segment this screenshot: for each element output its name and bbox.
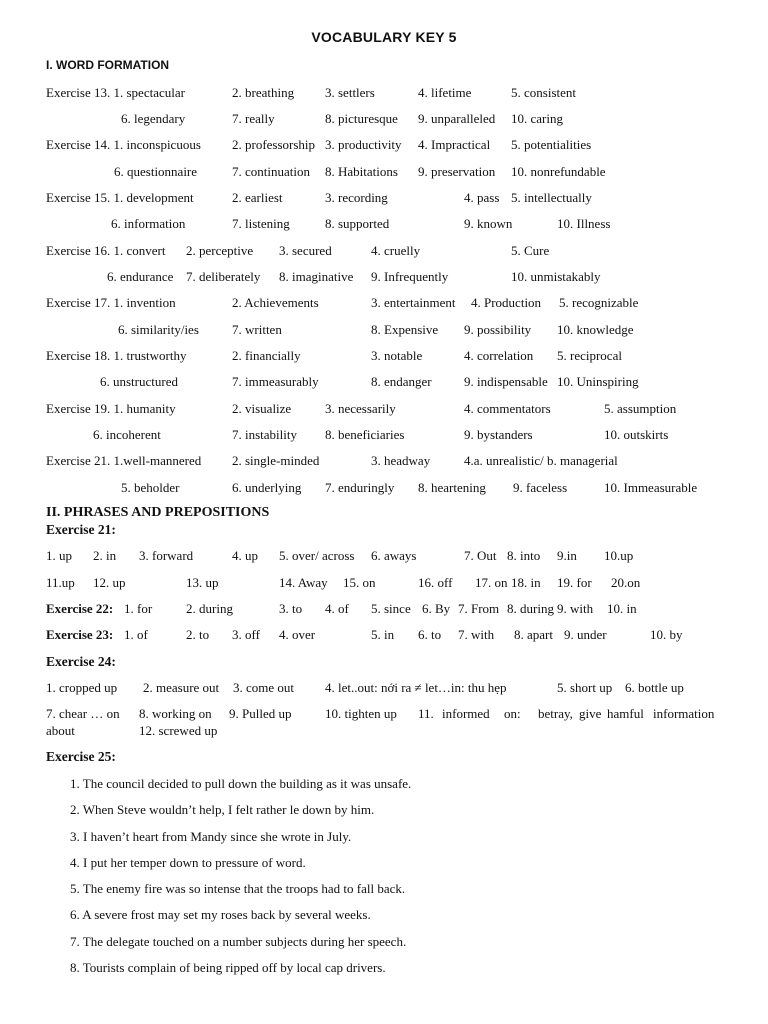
answer-cell: 3. forward [139, 548, 194, 563]
answer-cell: 4.a. unrealistic/ b. managerial [464, 453, 618, 468]
answer-cell: Exercise 21. 1.well-mannered [46, 453, 202, 468]
exercise-22-row [0, 601, 768, 619]
answer-cell: 8. Expensive [371, 322, 439, 337]
answer-cell: Exercise 16. 1. convert [46, 243, 166, 258]
answer-cell: 6. unstructured [100, 374, 178, 389]
answer-cell: 2. in [93, 548, 117, 563]
exercise-23-label: Exercise 23: [46, 627, 114, 642]
answer-cell: 9. with [557, 601, 594, 616]
answer-cell: 18. in [511, 575, 541, 590]
answer-cell: 9. unparalleled [418, 111, 496, 126]
answer-cell: 2. perceptive [186, 243, 254, 258]
section-heading-word-formation: I. WORD FORMATION [46, 58, 170, 72]
word-formation-row [0, 374, 768, 392]
answer-cell: 10. nonrefundable [511, 164, 606, 179]
answer-cell: 15. on [343, 575, 376, 590]
answer-cell: 2. visualize [232, 401, 292, 416]
answer-cell: 6. questionnaire [114, 164, 198, 179]
answer-cell: 7. enduringly [325, 480, 395, 495]
answer-cell: 7. chear … on [46, 706, 120, 721]
answer-cell: 10. tighten up [325, 706, 397, 721]
answer-cell: 9. preservation [418, 164, 496, 179]
answer-cell: 5. intellectually [511, 190, 592, 205]
word-formation-row [0, 85, 768, 103]
answer-cell: 5. since [371, 601, 411, 616]
answer-cell: 13. up [186, 575, 219, 590]
sentence: 3. I haven’t heart from Mandy since she wrote in July. [70, 829, 352, 844]
word-formation-row [0, 401, 768, 419]
answer-cell: 9. under [564, 627, 607, 642]
sentence: 1. The council decided to pull down the building as it was unsafe. [70, 776, 412, 791]
answer-cell: 8. working on [139, 706, 212, 721]
answer-cell: 10. unmistakably [511, 269, 601, 284]
word-formation-row [0, 348, 768, 366]
answer-cell: 3. off [232, 627, 260, 642]
answer-cell: 3. entertainment [371, 295, 456, 310]
answer-cell: 2. breathing [232, 85, 295, 100]
answer-cell: 3. necessarily [325, 401, 396, 416]
answer-cell: 6. similarity/ies [118, 322, 199, 337]
answer-cell: 10. outskirts [604, 427, 669, 442]
answer-cell: 10. knowledge [557, 322, 634, 337]
answer-cell: 5. short up [557, 680, 613, 695]
answer-cell: Exercise 19. 1. humanity [46, 401, 176, 416]
word-formation-row [0, 453, 768, 471]
answer-cell: 3. notable [371, 348, 423, 363]
answer-cell: 4. up [232, 548, 258, 563]
answer-cell: 8. beneficiaries [325, 427, 405, 442]
answer-cell: 20.on [611, 575, 641, 590]
answer-cell: information [653, 706, 715, 721]
answer-cell: 7. continuation [232, 164, 310, 179]
word-formation-row [0, 190, 768, 208]
word-formation-row [0, 111, 768, 129]
word-formation-row [0, 269, 768, 287]
answer-cell: 5. assumption [604, 401, 677, 416]
answer-cell: 5. over/ across [279, 548, 355, 563]
answer-cell: 7. instability [232, 427, 297, 442]
word-formation-row [0, 427, 768, 445]
answer-cell: 5. potentialities [511, 137, 592, 152]
answer-cell: about [46, 723, 75, 738]
exercise-24-row [0, 723, 768, 741]
answer-cell: 9. bystanders [464, 427, 533, 442]
answer-cell: Exercise 17. 1. invention [46, 295, 176, 310]
exercise-21-row [0, 548, 768, 566]
answer-cell: 3. productivity [325, 137, 402, 152]
answer-cell: 2. Achievements [232, 295, 319, 310]
answer-cell: 12. up [93, 575, 126, 590]
exercise-24-row [0, 706, 768, 724]
answer-cell: 2. earliest [232, 190, 283, 205]
answer-cell: 10. Uninspiring [557, 374, 639, 389]
answer-cell: 9. Pulled up [229, 706, 292, 721]
answer-cell: 10. in [607, 601, 637, 616]
answer-cell: 8. during [507, 601, 554, 616]
answer-cell: 1. cropped up [46, 680, 118, 695]
answer-cell: 2. professorship [232, 137, 316, 152]
word-formation-row [0, 295, 768, 313]
answer-cell: 9.in [557, 548, 577, 563]
answer-cell: 8. into [507, 548, 541, 563]
word-formation-row [0, 216, 768, 234]
answer-cell: 4. lifetime [418, 85, 472, 100]
answer-cell: 4. pass [464, 190, 500, 205]
answer-cell: 7. with [458, 627, 495, 642]
answer-cell: 6. legendary [121, 111, 186, 126]
answer-cell: 10. caring [511, 111, 563, 126]
answer-cell: 3. recording [325, 190, 388, 205]
answer-cell: 6. bottle up [625, 680, 684, 695]
answer-cell: 8. endanger [371, 374, 432, 389]
answer-cell: 7. Out [464, 548, 497, 563]
answer-cell: 11.up [46, 575, 75, 590]
answer-cell: 10. by [650, 627, 683, 642]
word-formation-row [0, 164, 768, 182]
answer-cell: 3. secured [279, 243, 332, 258]
answer-cell: 5. consistent [511, 85, 576, 100]
answer-cell: 10.up [604, 548, 634, 563]
answer-cell: 4. Impractical [418, 137, 491, 152]
answer-cell: 9. Infrequently [371, 269, 449, 284]
answer-cell: 6. underlying [232, 480, 302, 495]
answer-cell: 6. incoherent [93, 427, 161, 442]
exercise-21-row [0, 575, 768, 593]
answer-cell: 5. reciprocal [557, 348, 622, 363]
sentence: 6. A severe frost may set my roses back by several weeks. [70, 907, 371, 922]
exercise-22-label: Exercise 22: [46, 601, 114, 616]
answer-cell: 10. Immeasurable [604, 480, 698, 495]
answer-cell: on: [504, 706, 521, 721]
answer-cell: Exercise 13. 1. spectacular [46, 85, 185, 100]
answer-cell: 8. Habitations [325, 164, 398, 179]
answer-cell: 1. for [124, 601, 153, 616]
answer-cell: 14. Away [279, 575, 328, 590]
answer-cell: 3. settlers [325, 85, 375, 100]
answer-cell: 9. known [464, 216, 513, 231]
answer-cell: 6. By [422, 601, 451, 616]
answer-cell: 8. heartening [418, 480, 486, 495]
answer-cell: betray, [538, 706, 573, 721]
exercise-25-label: Exercise 25: [46, 749, 116, 764]
answer-cell: 16. off [418, 575, 453, 590]
answer-cell: 11. [418, 706, 434, 721]
answer-cell: 8. picturesque [325, 111, 398, 126]
word-formation-row [0, 137, 768, 155]
answer-cell: 9. indispensable [464, 374, 548, 389]
word-formation-row [0, 322, 768, 340]
answer-cell: Exercise 14. 1. inconspicuous [46, 137, 201, 152]
answer-cell: 5. in [371, 627, 395, 642]
answer-cell: 2. during [186, 601, 233, 616]
answer-cell: 4. let..out: nới ra ≠ let…in: thu hẹp [325, 680, 507, 695]
exercise-23-row [0, 627, 768, 645]
answer-cell: give [579, 706, 602, 721]
answer-cell: 8. apart [514, 627, 553, 642]
sentence: 7. The delegate touched on a number subjects during her speech. [70, 934, 407, 949]
page-title: VOCABULARY KEY 5 [311, 29, 457, 45]
answer-cell: 7. listening [232, 216, 290, 231]
answer-cell: 5. recognizable [559, 295, 639, 310]
sentence: 5. The enemy fire was so intense that the troops had to fall back. [70, 881, 406, 896]
answer-cell: 4. correlation [464, 348, 534, 363]
answer-cell: 10. Illness [557, 216, 611, 231]
answer-cell: 7. really [232, 111, 275, 126]
answer-cell: 7. deliberately [186, 269, 261, 284]
answer-cell: 7. From [458, 601, 500, 616]
answer-cell: 3. headway [371, 453, 431, 468]
answer-cell: 19. for [557, 575, 592, 590]
answer-cell: 4. cruelly [371, 243, 421, 258]
answer-cell: 3. to [279, 601, 303, 616]
answer-cell: 5. beholder [121, 480, 180, 495]
answer-cell: 12. screwed up [139, 723, 218, 738]
answer-cell: 4. over [279, 627, 316, 642]
answer-cell: 6. information [111, 216, 186, 231]
answer-cell: 2. single-minded [232, 453, 320, 468]
answer-cell: 2. to [186, 627, 210, 642]
answer-cell: 5. Cure [511, 243, 550, 258]
sentence: 4. I put her temper down to pressure of word. [70, 855, 306, 870]
answer-cell: 8. supported [325, 216, 390, 231]
sentence: 8. Tourists complain of being ripped off by local cap drivers. [70, 960, 386, 975]
section-heading-phrases-prepositions: II. PHRASES AND PREPOSITIONS [46, 505, 270, 520]
answer-cell: informed [442, 706, 490, 721]
answer-cell: Exercise 18. 1. trustworthy [46, 348, 187, 363]
answer-cell: 9. faceless [513, 480, 568, 495]
answer-cell: Exercise 15. 1. development [46, 190, 194, 205]
answer-cell: 8. imaginative [279, 269, 354, 284]
answer-cell: 7. immeasurably [232, 374, 319, 389]
answer-cell: 2. financially [232, 348, 301, 363]
answer-cell: 1. up [46, 548, 72, 563]
answer-cell: 6. endurance [107, 269, 174, 284]
answer-cell: 17. on [475, 575, 508, 590]
answer-cell: 3. come out [233, 680, 295, 695]
word-formation-row [0, 480, 768, 498]
answer-cell: 6. aways [371, 548, 417, 563]
sentence: 2. When Steve wouldn’t help, I felt rather le down by him. [70, 802, 375, 817]
answer-cell: 2. measure out [143, 680, 220, 695]
answer-cell: 9. possibility [464, 322, 532, 337]
answer-cell: 6. to [418, 627, 442, 642]
exercise-21-label: Exercise 21: [46, 522, 116, 537]
word-formation-row [0, 243, 768, 261]
answer-cell: 7. written [232, 322, 282, 337]
exercise-24-row [0, 680, 768, 698]
answer-cell: 1. of [124, 627, 148, 642]
exercise-24-label: Exercise 24: [46, 654, 116, 669]
answer-cell: hamful [607, 706, 644, 721]
answer-cell: 4. Production [471, 295, 542, 310]
answer-cell: 4. commentators [464, 401, 551, 416]
answer-cell: 4. of [325, 601, 349, 616]
